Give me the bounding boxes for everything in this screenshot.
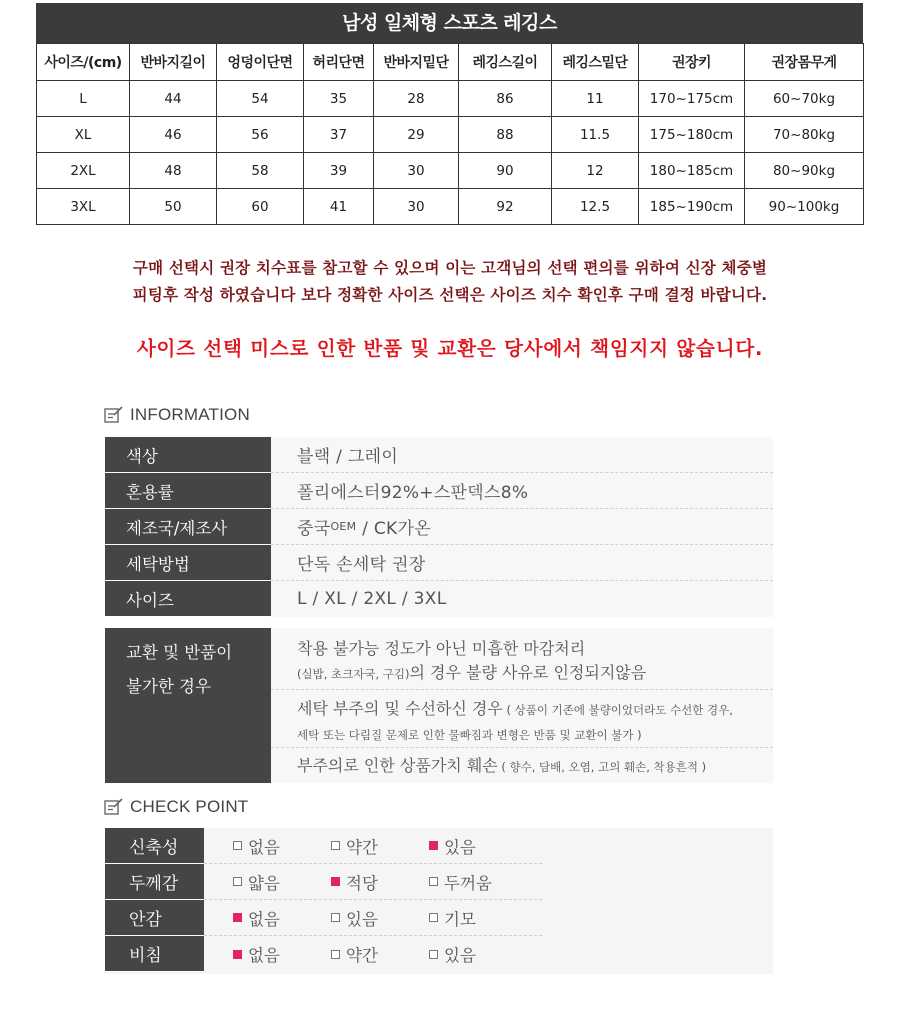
checkbox-indicator: [429, 877, 438, 886]
size-guide-notice: [0, 255, 900, 309]
notice-line: 피팅후 작성 하였습니다 보다 정확한 사이즈 선택은 사이즈 치수 확인후 구매 결정 바랍니다.: [132, 286, 768, 304]
item-main: 의 경우 불량 사유로 인정되지않음: [409, 663, 647, 682]
item-main: 부주의로 인한 상품가치 훼손: [297, 756, 498, 775]
option-label: 두꺼움: [444, 873, 492, 893]
header-cell: 레깅스길이: [459, 44, 552, 81]
size-cell: L: [37, 81, 130, 117]
checkpoint-options: [204, 828, 542, 864]
table-row: [37, 117, 864, 153]
exchange-label-line: 교환 및 반품이: [126, 643, 233, 662]
table-cell: 11: [552, 81, 639, 117]
table-cell: 54: [217, 81, 304, 117]
table-cell: 60~70kg: [745, 81, 864, 117]
checkpoint-table: [105, 828, 773, 974]
table-cell: 58: [217, 153, 304, 189]
info-value: 폴리에스터92%+스판덱스8%: [271, 473, 773, 509]
option-label: 있음: [444, 837, 476, 857]
size-table-header-row: [37, 44, 864, 81]
table-cell: 46: [130, 117, 217, 153]
origin-country: 중국: [297, 519, 331, 539]
option-label: 기모: [444, 909, 476, 929]
info-value: 블랙 / 그레이: [271, 437, 773, 473]
info-value: L / XL / 2XL / 3XL: [271, 581, 773, 617]
table-cell: 11.5: [552, 117, 639, 153]
table-cell: 30: [374, 189, 459, 225]
option-label: 있음: [444, 946, 476, 965]
checkbox-indicator: [331, 841, 340, 850]
table-cell: 88: [459, 117, 552, 153]
checkbox-indicator: [429, 913, 438, 922]
info-label: 혼용률: [105, 473, 271, 509]
table-cell: 90: [459, 153, 552, 189]
size-table-title: 남성 일체형 스포츠 레깅스: [36, 3, 863, 43]
checkpoint-label: 안감: [105, 900, 204, 936]
item-sub: ( 향수, 담배, 오염, 고의 훼손, 착용흔적 ): [497, 760, 707, 774]
option: [233, 834, 331, 858]
option: [233, 942, 331, 966]
option: [233, 906, 331, 930]
item-sub: (실밥, 초크자국, 구김): [297, 667, 410, 681]
table-cell: 70~80kg: [745, 117, 864, 153]
size-cell: 2XL: [37, 153, 130, 189]
size-table-section: [36, 3, 863, 225]
table-cell: 175~180cm: [639, 117, 745, 153]
option: [331, 942, 429, 966]
option-label: 없음: [248, 837, 280, 857]
checkpoint-label: 비침: [105, 936, 204, 972]
option-label: 약간: [346, 946, 378, 965]
info-row-material: [105, 473, 773, 509]
checkpoint-heading: [104, 797, 248, 817]
item-main: 착용 불가능 정도가 아닌 미흡한 마감처리: [297, 639, 586, 658]
info-value: [271, 509, 773, 545]
option-label: 없음: [248, 946, 280, 965]
header-cell: 허리단면: [304, 44, 374, 81]
option: [429, 906, 527, 930]
notice-line: 구매 선택시 권장 치수표를 참고할 수 있으며 이는 고객님의 선택 편의를 위하여 신장 체중별: [132, 259, 768, 277]
info-row-color: [105, 437, 773, 473]
table-cell: 48: [130, 153, 217, 189]
info-label: 사이즈: [105, 581, 271, 617]
table-cell: 80~90kg: [745, 153, 864, 189]
option: [233, 870, 331, 894]
info-label: 제조국/제조사: [105, 509, 271, 545]
size-cell: XL: [37, 117, 130, 153]
checkpoint-options: [204, 864, 542, 900]
option-label: 없음: [248, 909, 280, 929]
table-cell: 30: [374, 153, 459, 189]
checklist-icon: [104, 406, 124, 424]
header-cell: 권장몸무게: [745, 44, 864, 81]
checkbox-indicator: [233, 877, 242, 886]
checkpoint-label: 신축성: [105, 828, 204, 864]
exchange-restrictions: [105, 628, 773, 783]
information-heading: [104, 405, 250, 425]
origin-maker: / CK가온: [356, 519, 431, 539]
table-cell: 180~185cm: [639, 153, 745, 189]
option-label: 얇음: [248, 873, 280, 893]
exchange-label: [105, 628, 271, 783]
checkbox-indicator: [233, 950, 242, 959]
table-cell: 28: [374, 81, 459, 117]
option-label: 적당: [346, 873, 378, 893]
info-value: 단독 손세탁 권장: [271, 545, 773, 581]
header-cell: 반바지길이: [130, 44, 217, 81]
option-label: 약간: [346, 837, 378, 857]
checkpoint-row-thickness: [105, 864, 773, 900]
table-cell: 90~100kg: [745, 189, 864, 225]
option: [429, 834, 527, 858]
table-row: [37, 153, 864, 189]
exchange-label-line: 불가한 경우: [126, 677, 211, 696]
table-cell: 92: [459, 189, 552, 225]
checkpoint-options: [204, 900, 542, 936]
table-cell: 37: [304, 117, 374, 153]
header-cell: 반바지밑단: [374, 44, 459, 81]
table-cell: 56: [217, 117, 304, 153]
item-main: 세탁 부주의 및 수선하신 경우: [297, 699, 503, 718]
header-cell: 레깅스밑단: [552, 44, 639, 81]
return-warning: 사이즈 선택 미스로 인한 반품 및 교환은 당사에서 책임지지 않습니다.: [136, 337, 764, 360]
checkpoint-row-elasticity: [105, 828, 773, 864]
size-table: [36, 43, 864, 225]
checkpoint-row-lining: [105, 900, 773, 936]
table-row: [37, 81, 864, 117]
table-cell: 185~190cm: [639, 189, 745, 225]
table-cell: 50: [130, 189, 217, 225]
info-label: 색상: [105, 437, 271, 473]
checkbox-indicator: [233, 913, 242, 922]
table-cell: 60: [217, 189, 304, 225]
header-cell: 권장키: [639, 44, 745, 81]
info-row-washing: [105, 545, 773, 581]
header-cell: 엉덩이단면: [217, 44, 304, 81]
checkpoint-options: [204, 936, 542, 972]
info-row-size: [105, 581, 773, 617]
exchange-list: [271, 628, 773, 783]
list-item: [271, 690, 773, 748]
table-cell: 29: [374, 117, 459, 153]
option-label: 있음: [346, 909, 378, 929]
origin-oem: OEM: [330, 520, 357, 533]
checkbox-indicator: [429, 950, 438, 959]
table-cell: 170~175cm: [639, 81, 745, 117]
checkbox-indicator: [331, 877, 340, 886]
option: [331, 906, 429, 930]
option: [331, 834, 429, 858]
table-cell: 12.5: [552, 189, 639, 225]
option: [429, 942, 527, 966]
header-cell: 사이즈/(cm): [37, 44, 130, 81]
item-sub: ( 상품이 기존에 불량이었더라도 수선한 경우,: [502, 703, 733, 717]
checkpoint-row-sheerness: [105, 936, 773, 972]
checkbox-indicator: [331, 950, 340, 959]
table-cell: 35: [304, 81, 374, 117]
checkpoint-heading-text: CHECK POINT: [130, 797, 249, 816]
table-cell: 41: [304, 189, 374, 225]
checkpoint-label: 두께감: [105, 864, 204, 900]
information-table: [105, 437, 773, 617]
checklist-icon: [104, 798, 124, 816]
info-row-origin: [105, 509, 773, 545]
size-cell: 3XL: [37, 189, 130, 225]
list-item: [271, 748, 773, 783]
table-cell: 12: [552, 153, 639, 189]
table-cell: 86: [459, 81, 552, 117]
table-cell: 39: [304, 153, 374, 189]
checkbox-indicator: [233, 841, 242, 850]
info-label: 세탁방법: [105, 545, 271, 581]
information-heading-text: INFORMATION: [130, 405, 250, 424]
list-item: [271, 628, 773, 690]
table-cell: 44: [130, 81, 217, 117]
item-sub: 세탁 또는 다림질 문제로 인한 물빠짐과 변형은 반품 및 교환이 불가 ): [297, 728, 642, 742]
option: [331, 870, 429, 894]
table-row: [37, 189, 864, 225]
checkbox-indicator: [429, 841, 438, 850]
checkbox-indicator: [331, 913, 340, 922]
option: [429, 870, 527, 894]
